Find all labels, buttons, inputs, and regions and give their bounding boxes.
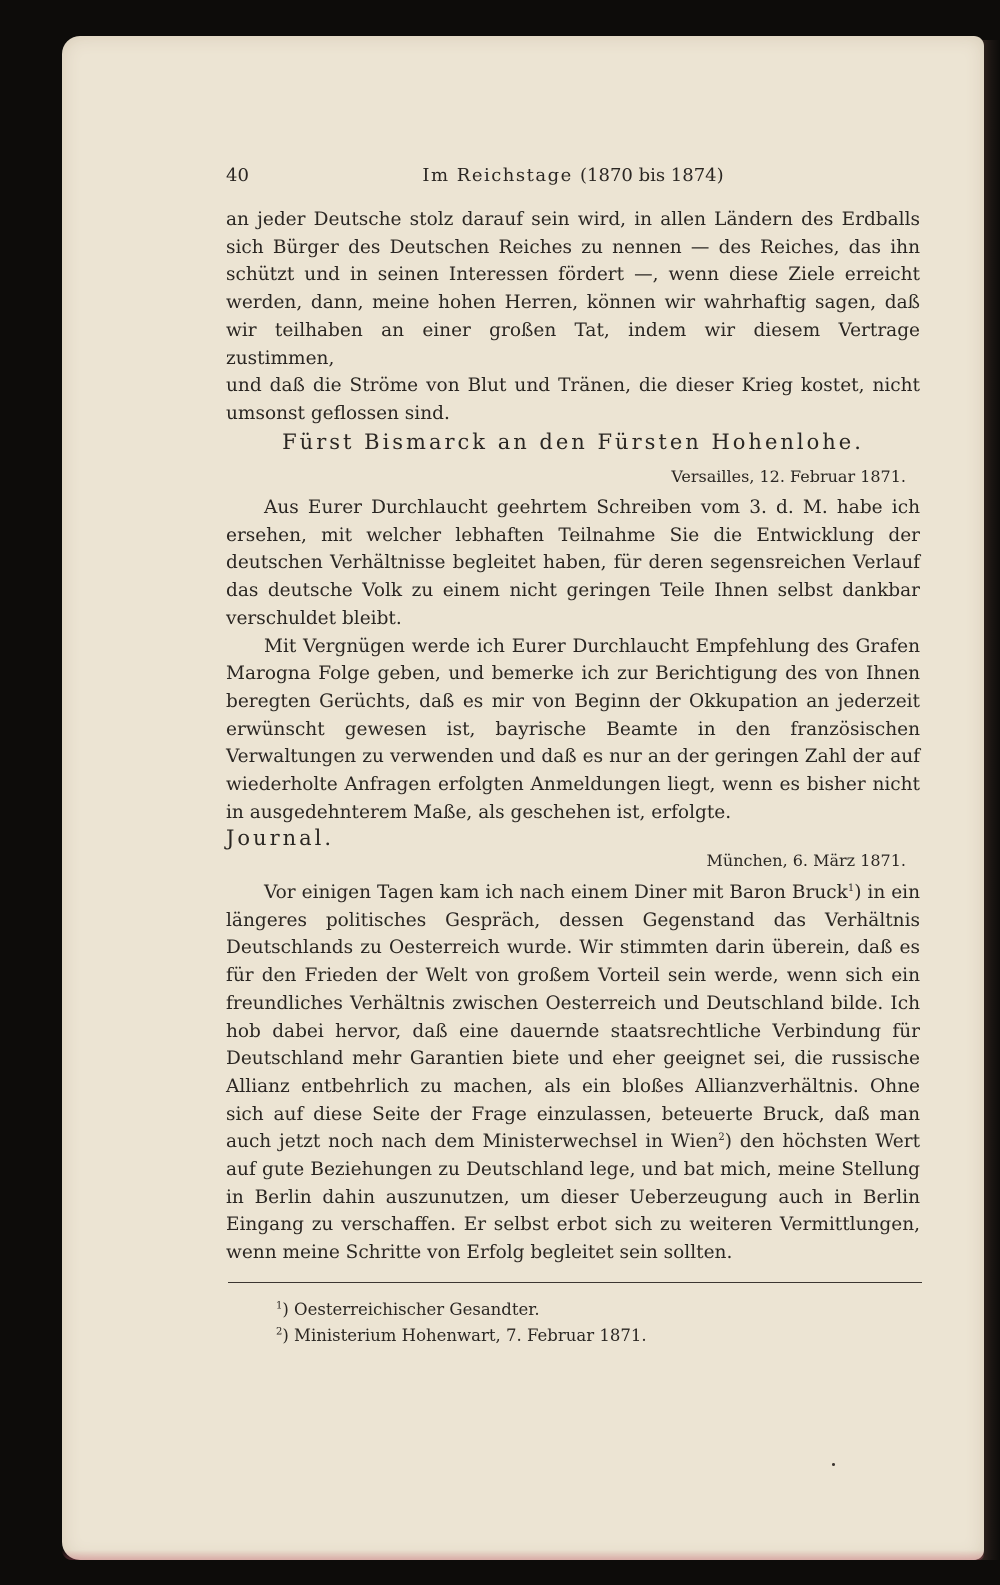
journal-dateline: München, 6. März 1871.: [706, 851, 906, 870]
running-title: [226, 165, 920, 186]
letter-dateline: Versailles, 12. Februar 1871.: [671, 467, 906, 486]
letter-heading: Fürst Bismarck an den Fürsten Hohenlohe.: [282, 430, 864, 454]
running-title-years: (1870 bis 1874): [580, 165, 724, 186]
footnote-1-text: ) Oesterreichischer Gesandter.: [282, 1300, 540, 1319]
footnote-2-text: ) Ministerium Hohenwart, 7. Februar 1871.: [282, 1326, 647, 1345]
footnote-1-marker: 1: [276, 1300, 283, 1312]
journal-paragraph-part-3: ) den höchsten Wert auf gute Beziehungen zu Deutschland lege, und bat mich, meine Stellung in Berlin dahin auszunutzen, um dieser Ueberzeugung auch in Berlin Eingang zu verschaffen. Er selbst erbot sich zu weiteren Vermittlungen, wenn meine Schritte von Erfolg begleitet sein sollten.: [226, 1131, 921, 1264]
letter-paragraph-2: Mit Vergnügen werde ich Eurer Durchlaucht Empfehlung des Grafen Marogna Folge geben, und bemerke ich zur Berichtigung des von Ihnen beregten Gerüchts, daß es mir von Beginn der Okkupation an jederzeit erwünscht gewesen ist, bayrische Beamte in den französischen Verwaltungen zu verwenden und daß es nur an der geringen Zahl der auf wiederholte Anfragen erfolgten Anmeldungen liegt, wenn es bisher nicht in ausgedehnterem Maße, als geschehen ist, erfolgte.: [226, 635, 920, 823]
footnote-divider: [228, 1282, 922, 1283]
running-title-text: Im Reichstage: [422, 165, 573, 186]
paragraph-line: sich Bürger des Deutschen Reiches zu nennen — des Reiches, das ihn: [226, 236, 920, 258]
paragraph-line: werden, dann, meine hohen Herren, können wir wahrhaftig sagen, daß: [226, 292, 920, 314]
footnotes: [276, 1297, 916, 1349]
footnote-ref-1: 1: [847, 882, 855, 894]
footnote-ref-2: 2: [718, 1132, 725, 1144]
paragraph-line: an jeder Deutsche stolz darauf sein wird, in allen Ländern des Erdballs: [226, 209, 920, 230]
paper-speck: [832, 1463, 835, 1466]
paragraph-line: wir teilhaben an einer großen Tat, indem wir diesem Vertrage zustimmen,: [226, 319, 920, 369]
paragraph-line: schützt und in seinen Interessen fördert —, wenn diese Ziele erreicht: [226, 264, 920, 286]
journal-paragraph-part-2: ) in ein längeres politisches Gespräch, dessen Gegenstand das Verhältnis Deutschlands zu Oesterreich wurde. Wir stimmten darin überein, daß es für den Frieden der Welt von großem Vorteil sein werde, wenn sich ein freundliches Verhältnis zwischen Oesterreich und Deutschland bilde. Ich hob dabei hervor, daß eine dauernde staatsrechtliche Verbindung für Deutschland mehr Garantien biete und eher geeignet sei, die russische Allianz entbehrlich zu machen, als ein bloßes Allianzverhältnis. Ohne sich auf diese Seite der Frage einzulassen, beteuerte Bruck, daß man auch jetzt noch nach dem Ministerwechsel in Wien: [226, 882, 921, 1153]
footnote-1: [276, 1297, 916, 1323]
paragraph-line: und daß die Ströme von Blut und Tränen, die dieser Krieg kostet, nicht: [226, 375, 920, 397]
letter-paragraph-1: Aus Eurer Durchlaucht geehrtem Schreiben vom 3. d. M. habe ich ersehen, mit welcher lebhaften Teilnahme Sie die Entwicklung der deutschen Verhältnisse begleitet haben, für deren segensreichen Verlauf das deutsche Volk zu einem nicht geringen Teile Ihnen selbst dankbar verschuldet bleibt.: [226, 497, 920, 629]
journal-paragraph: [226, 879, 920, 1267]
continued-paragraph: [226, 206, 920, 428]
journal-body: [226, 879, 920, 1267]
paragraph-line: umsonst geflossen sind.: [226, 402, 450, 424]
journal-heading: Journal.: [226, 826, 335, 850]
journal-paragraph-part-1: Vor einigen Tagen kam ich nach einem Diner mit Baron Bruck: [264, 882, 848, 903]
page-number: 40: [226, 165, 249, 186]
footnote-2-marker: 2: [276, 1326, 283, 1338]
letter-body: [226, 494, 920, 826]
footnote-2: [276, 1323, 916, 1349]
page-header: [226, 165, 920, 189]
